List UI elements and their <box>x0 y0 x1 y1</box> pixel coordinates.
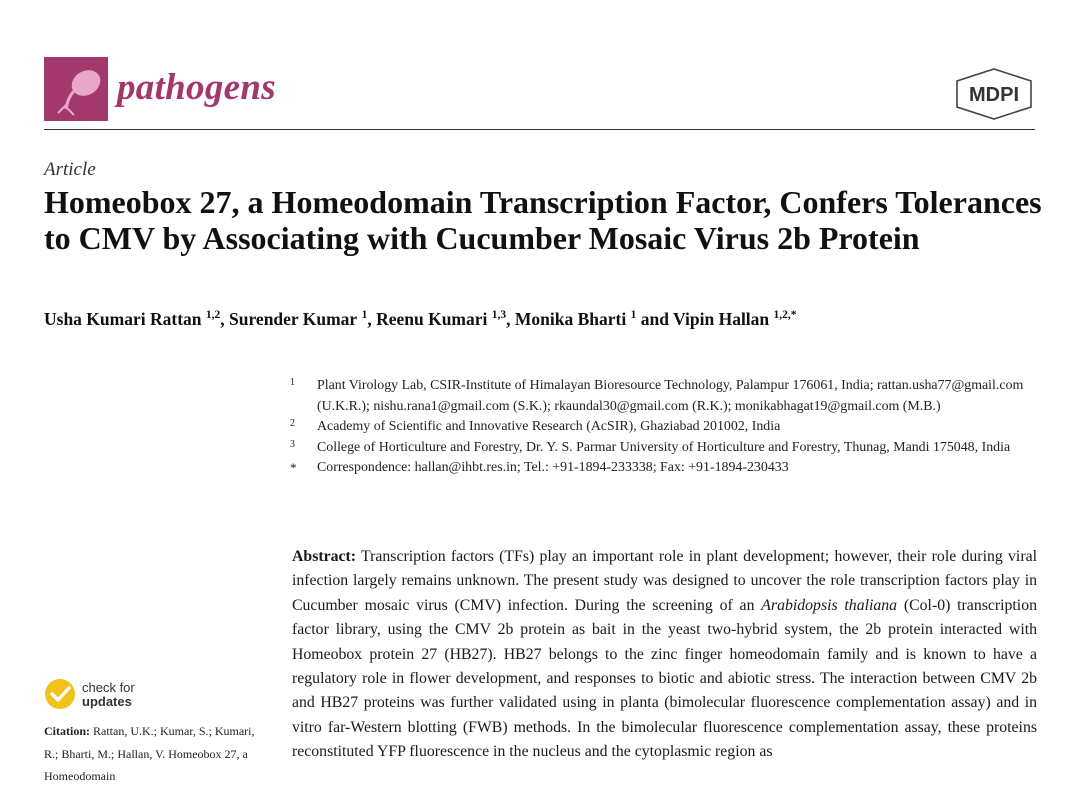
author: Monika Bharti $^1$ and <box>514 309 674 329</box>
article-title: Homeobox 27, a Homeodomain Transcription Factor, Confers Tolerances to CMV by Associating with Cucumber Mosaic Virus 2b Protein <box>44 184 1042 256</box>
author: Reenu Kumari $^{1,3}$, <box>376 309 515 329</box>
affiliation-item <box>290 438 1050 459</box>
affiliation-number: 1 <box>290 377 295 388</box>
correspondence-mark: * <box>290 460 297 475</box>
affiliation-text: College of Horticulture and Forestry, Dr. Y. S. Parmar University of Horticulture and Forestry, Thunag, Mandi 175048, India <box>317 439 1011 455</box>
header-divider <box>44 129 1035 130</box>
virus-icon <box>44 57 108 121</box>
affiliation-number: 2 <box>290 418 295 429</box>
updates-label: updates <box>82 694 132 709</box>
abstract-text: Transcription factors (TFs) play an important role in plant development; however, their role during viral infection largely remains unknown. The present study was designed to uncover the role transcription factors play in Cucumber mosaic virus (CMV) infection. During the screening of an <box>292 548 1037 614</box>
affiliations <box>290 376 1050 479</box>
abstract-species: Arabidopsis thaliana <box>761 596 898 614</box>
abstract-text-cont: (Col-0) transcription factor library, using the CMV 2b protein as bait in the yeast two-hybrid system, the 2b protein interacted with Homeobox protein 27 (HB27). HB27 belongs to the zinc finger homeodomain family and is known to have a regulatory role in flower development, and responses to biotic and abiotic stress. The interaction between CMV 2b and HB27 proteins was further validated using in planta (bimolecular fluorescence complementation assay) and in vitro far-Western blotting (FWB) methods. In the bimolecular fluorescence complementation assay, these proteins reconstituted YFP fluorescence in the nucleus and the cytoplasmic region as <box>292 596 1037 761</box>
correspondence-text: Correspondence: hallan@ihbt.res.in; Tel.: +91-1894-233338; Fax: +91-1894-230433 <box>317 460 789 475</box>
mdpi-logo-text: MDPI <box>969 84 1019 106</box>
journal-logo <box>44 57 108 121</box>
mdpi-hexagon-icon <box>954 67 1034 121</box>
affiliation-number: 3 <box>290 438 295 450</box>
author: Usha Kumari Rattan $^{1,2}$, <box>44 309 230 329</box>
correspondence <box>290 458 1050 479</box>
check-for-updates-button[interactable] <box>44 678 204 714</box>
affiliation-item <box>290 417 1050 438</box>
citation-block <box>44 720 264 788</box>
mdpi-logo <box>954 67 1034 121</box>
article-type: Article <box>44 159 96 180</box>
author: Vipin Hallan $^{1,2,*}$ <box>673 309 797 329</box>
journal-name: pathogens <box>117 67 276 108</box>
checkmark-icon <box>44 678 76 710</box>
citation-label: Citation: <box>44 724 90 738</box>
affiliation-text: Academy of Scientific and Innovative Research (AcSIR), Ghaziabad 201002, India <box>317 419 781 434</box>
affiliation-item <box>290 376 1050 417</box>
citation-text: Rattan, U.K.; Kumar, S.; Kumari, R.; Bharti, M.; Hallan, V. Homeobox 27, a Homeodomain <box>44 724 255 783</box>
author: Surender Kumar $^1$, <box>229 309 377 329</box>
check-for-label: check for <box>82 680 135 695</box>
abstract-label: Abstract: <box>292 548 357 565</box>
author-list <box>44 309 797 330</box>
abstract <box>292 545 1037 765</box>
affiliation-text: Plant Virology Lab, CSIR-Institute of Himalayan Bioresource Technology, Palampur 176061, India; rattan.usha77@gmail.com (U.K.R.); nishu.rana1@gmail.com (S.K.); rkaundal30@gmail.com (R.K.); monikabhagat19@gmail.com (M.B.) <box>317 378 1024 414</box>
